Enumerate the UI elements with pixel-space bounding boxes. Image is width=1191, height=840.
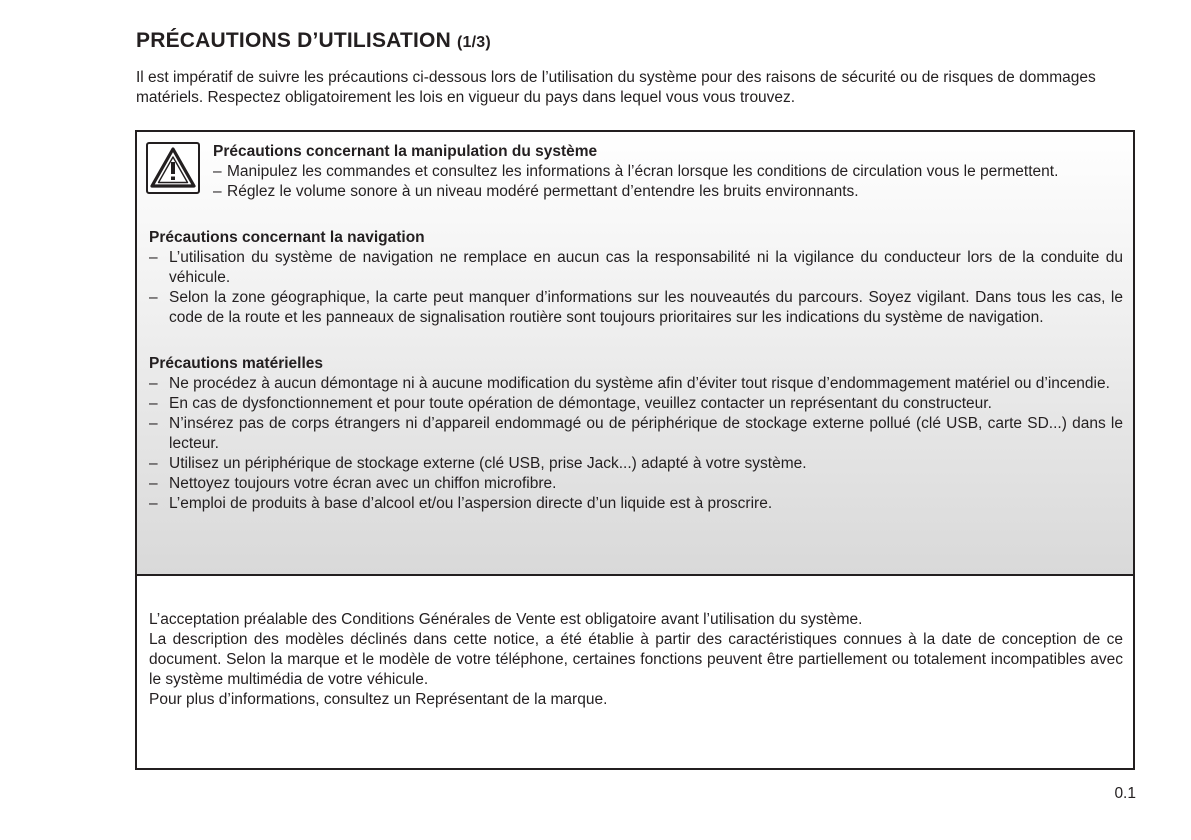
section-hardware [149, 354, 1123, 514]
warning-triangle-icon [146, 142, 200, 194]
section-handling [213, 142, 1123, 202]
info-section [149, 610, 1123, 710]
list-item: – Selon la zone géographique, la carte peut manquer d’informations sur les nouveautés du parcours. Soyez vigilant. Dans tous les cas, le code de la route et les panneaux de signalisation routière sont toujours prioritaires sur les indications du système de navigation. [149, 288, 1123, 328]
list-item: – L’emploi de produits à base d’alcool et/ou l’aspersion directe d’un liquide est à proscrire. [149, 494, 1123, 514]
section-title: Précautions concernant la manipulation du système [213, 143, 598, 160]
section-navigation [149, 228, 1123, 328]
content-box [135, 130, 1135, 770]
info-paragraph: Pour plus d’informations, consultez un Représentant de la marque. [149, 691, 608, 708]
section-title: Précautions concernant la navigation [149, 229, 425, 246]
list-item: – Utilisez un périphérique de stockage externe (clé USB, prise Jack...) adapté à votre système. [149, 454, 1123, 474]
list-item: – N’insérez pas de corps étrangers ni d’appareil endommagé ou de périphérique de stockage externe pollué (clé USB, carte SD...) dans le lecteur. [149, 414, 1123, 454]
page-count: (1/3) [457, 34, 491, 51]
list-item: – Nettoyez toujours votre écran avec un chiffon microfibre. [149, 474, 1123, 494]
info-paragraph: La description des modèles déclinés dans cette notice, a été établie à partir des caractéristiques connues à la date de conception de ce document. Selon la marque et le modèle de votre téléphone, certaines fonctions peuvent être partiellement ou totalement incompatibles avec le système multimédia de votre véhicule. [149, 631, 1123, 688]
info-paragraph: L’acceptation préalable des Conditions Générales de Vente est obligatoire avant l’utilisation du système. [149, 611, 863, 628]
intro-paragraph: Il est impératif de suivre les précautions ci-dessous lors de l’utilisation du système pour des raisons de sécurité ou de risques de dommages matériels. Respectez obligatoirement les lois en vigueur du pays dans lequel vous vous trouvez. [136, 69, 1096, 106]
page-title-text: PRÉCAUTIONS D’UTILISATION [136, 29, 451, 52]
list-item: – Manipulez les commandes et consultez les informations à l’écran lorsque les conditions de circulation vous le permettent. [213, 162, 1123, 182]
page-title [136, 28, 491, 56]
warning-panel [137, 132, 1133, 576]
list-item: – Réglez le volume sonore à un niveau modéré permettant d’entendre les bruits environnants. [213, 182, 1123, 202]
list-item: – Ne procédez à aucun démontage ni à aucune modification du système afin d’éviter tout risque d’endommagement matériel ou d’incendie. [149, 374, 1123, 394]
section-title: Précautions matérielles [149, 355, 324, 372]
page-number: 0.1 [1114, 785, 1136, 802]
list-item: – L’utilisation du système de navigation ne remplace en aucun cas la responsabilité ni la vigilance du conducteur lors de la conduite du véhicule. [149, 248, 1123, 288]
list-item: – En cas de dysfonctionnement et pour toute opération de démontage, veuillez contacter un représentant du constructeur. [149, 394, 1123, 414]
